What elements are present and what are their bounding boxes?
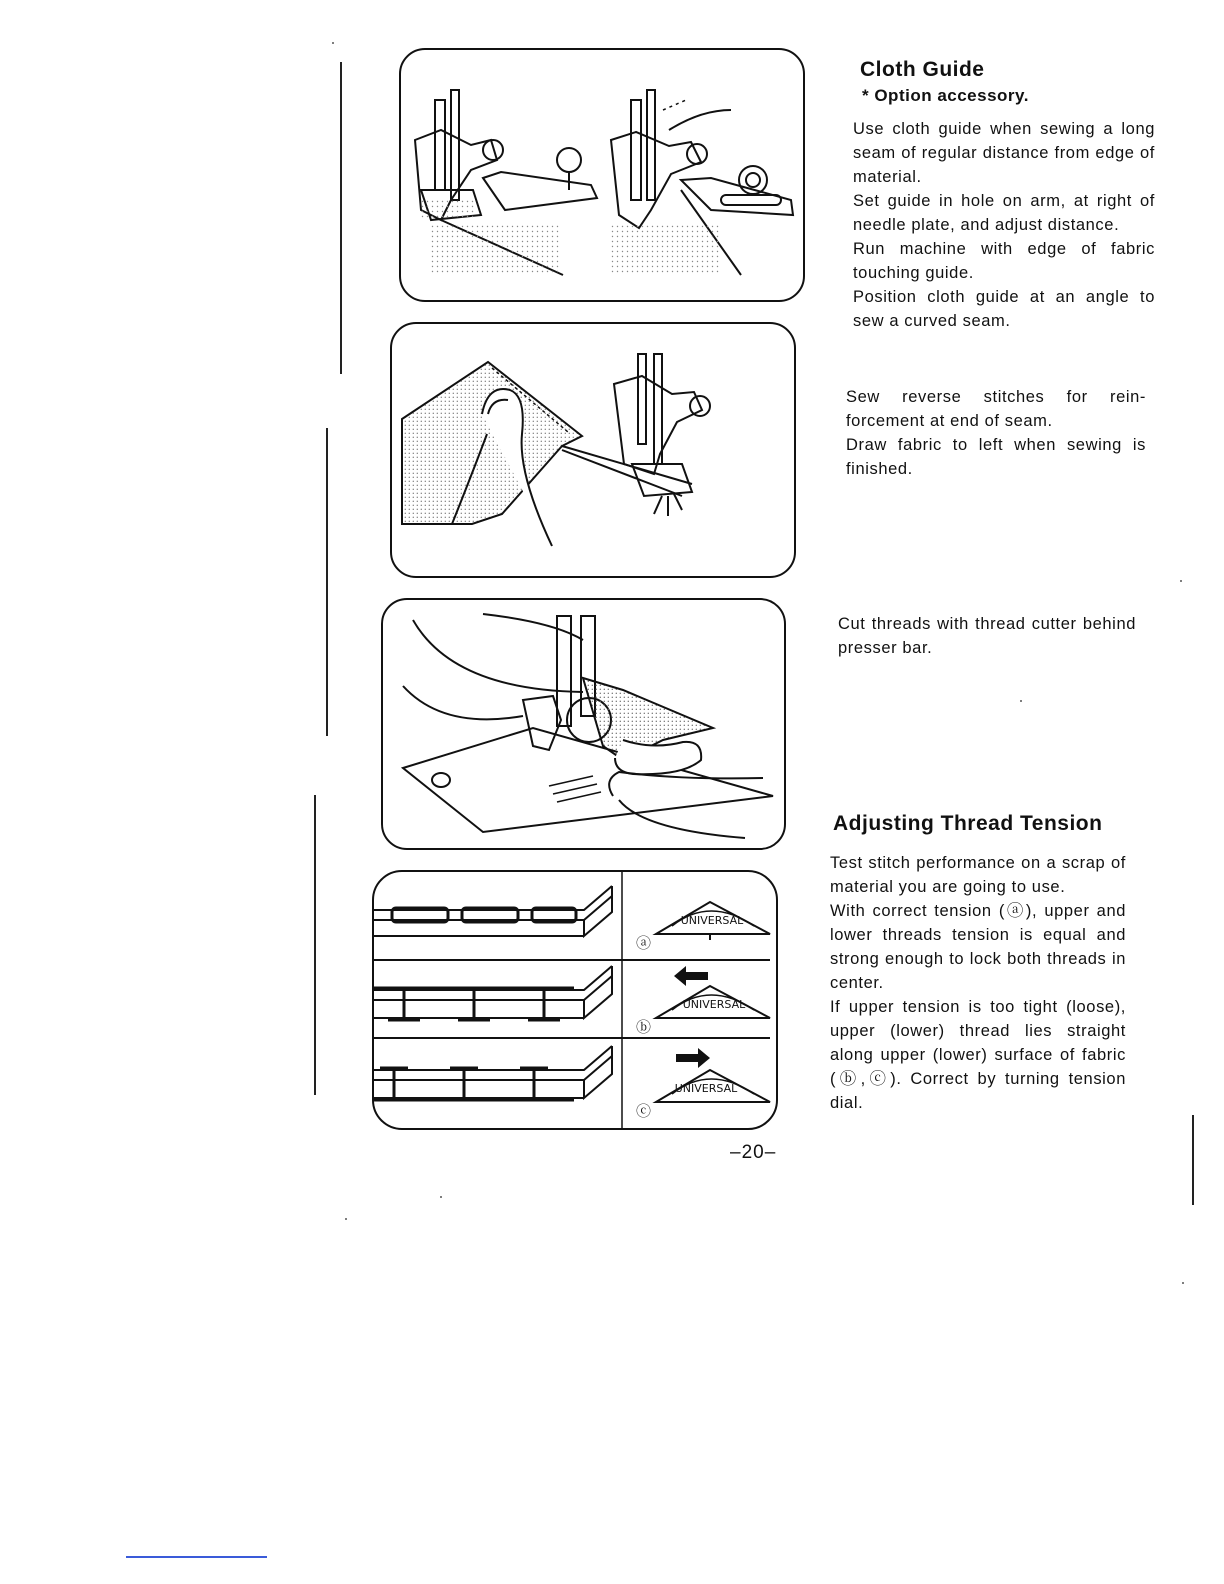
scan-speck (332, 42, 334, 44)
dial-text-c: UNIVERSAL (674, 1082, 738, 1095)
cloth-guide-illustration (399, 48, 805, 302)
thread-tension-illustration (372, 870, 778, 1130)
thread-cutter-illustration (381, 598, 786, 850)
thread-cutter-drawing (383, 600, 784, 848)
tension-dial-b (656, 986, 770, 1018)
label-c: ⓒ (636, 1102, 652, 1120)
thread-tension-instructions (830, 851, 1126, 1115)
cloth-guide-drawing (401, 50, 803, 300)
thread-tension-heading: Adjusting Thread Tension (833, 812, 1103, 835)
tension-arrow-left-icon (674, 966, 708, 986)
label-b: ⓑ (636, 1018, 652, 1036)
binding-line-top (340, 62, 342, 374)
scan-speck (1180, 580, 1182, 582)
thread-tension-drawing (374, 872, 776, 1128)
fabric-stitch-upper-loose (374, 1046, 612, 1100)
draw-fabric-paragraph: Draw fabric to left when sewing is finished. (846, 436, 1146, 478)
reverse-stitch-instructions (846, 385, 1146, 481)
draw-fabric-drawing (392, 324, 794, 576)
option-accessory-note: * Option accessory. (862, 86, 1029, 105)
scan-speck (1182, 1282, 1184, 1284)
cloth-guide-heading: Cloth Guide (860, 58, 985, 81)
cloth-guide-instructions (853, 117, 1155, 333)
reverse-stitch-paragraph: Sew reverse stitches for rein-forcement at end of seam. (846, 388, 1146, 430)
scan-speck (1020, 700, 1022, 702)
dial-text-a: UNIVERSAL (680, 914, 744, 927)
tension-dial-c (656, 1070, 770, 1102)
draw-fabric-illustration (390, 322, 796, 578)
thread-cutter-paragraph: Cut threads with thread cutter behind presser bar. (838, 615, 1136, 657)
tension-arrow-right-icon (676, 1048, 710, 1068)
dial-text-b: UNIVERSAL (682, 998, 746, 1011)
thread-tension-paragraph-1: Test stitch performance on a scrap of material you are going to use. (830, 854, 1126, 896)
binding-line-middle (326, 428, 328, 736)
label-a: ⓐ (636, 934, 652, 952)
scan-speck (440, 1196, 442, 1198)
fabric-stitch-correct (374, 886, 612, 936)
right-edge-mark (1192, 1115, 1194, 1205)
scan-speck (345, 1218, 347, 1220)
thread-tension-paragraph-2: With correct tension (ⓐ), upper and lower threads tension is equal and strong enough to lock both threads in center. (830, 902, 1126, 992)
cloth-guide-paragraph-2: Set guide in hole on arm, at right of needle plate, and adjust distance. (853, 192, 1155, 234)
cloth-guide-paragraph-1: Use cloth guide when sewing a long seam of regular distance from edge of material. (853, 120, 1155, 186)
fabric-stitch-upper-tight (374, 966, 612, 1020)
cloth-guide-paragraph-4: Position cloth guide at an angle to sew a curved seam. (853, 288, 1155, 330)
tension-dial-a (656, 902, 770, 940)
page-number: –20– (730, 1142, 777, 1163)
footer-rule (126, 1556, 267, 1558)
binding-line-bottom (314, 795, 316, 1095)
thread-cutter-instructions (838, 612, 1136, 660)
cloth-guide-paragraph-3: Run machine with edge of fabric touching guide. (853, 240, 1155, 282)
thread-tension-paragraph-3: If upper tension is too tight (loose), upper (lower) thread lies straight along upper (lower) surface of fabric (ⓑ,ⓒ). Correct by turning tension dial. (830, 998, 1126, 1112)
